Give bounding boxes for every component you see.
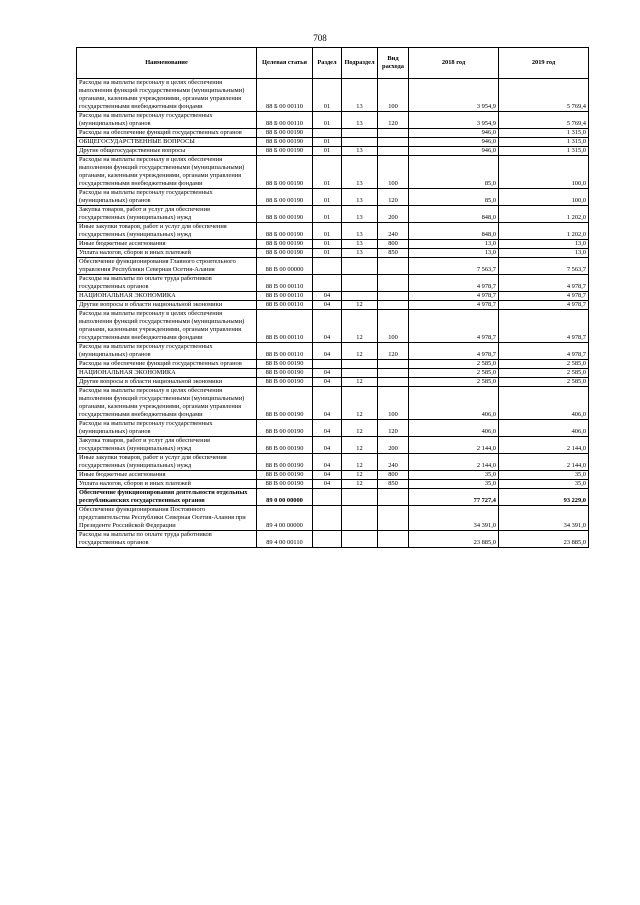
- table-row: [77, 387, 589, 420]
- row-section: 04: [313, 301, 342, 310]
- row-code: 88 Б 00 00190: [257, 249, 313, 258]
- row-section: [313, 531, 342, 548]
- row-code: 88 Б 00 00190: [257, 156, 313, 189]
- row-amount-2018: 34 391,0: [409, 506, 499, 531]
- row-expense-type: 100: [378, 310, 409, 343]
- row-amount-2018: 2 144,0: [409, 437, 499, 454]
- table-row: [77, 292, 589, 301]
- row-code: 88 В 00 00110: [257, 310, 313, 343]
- row-section: 01: [313, 206, 342, 223]
- row-expense-type: 200: [378, 437, 409, 454]
- row-amount-2019: 13,0: [499, 249, 589, 258]
- table-row: [77, 189, 589, 206]
- row-subsection: 13: [342, 156, 378, 189]
- row-code: 88 В 00 00110: [257, 275, 313, 292]
- row-expense-type: 120: [378, 420, 409, 437]
- row-amount-2018: 7 563,7: [409, 258, 499, 275]
- row-code: 88 Б 00 00190: [257, 147, 313, 156]
- row-subsection: [342, 292, 378, 301]
- row-name: ОБЩЕГОСУДАРСТВЕННЫЕ ВОПРОСЫ: [77, 138, 257, 147]
- table-row: [77, 223, 589, 240]
- row-name: Расходы на выплаты персоналу государственных (муниципальных) органов: [77, 112, 257, 129]
- row-amount-2018: 2 585,0: [409, 378, 499, 387]
- row-code: 88 В 00 00190: [257, 378, 313, 387]
- row-section: 01: [313, 189, 342, 206]
- table-row: [77, 275, 589, 292]
- header-name: Наименование: [77, 48, 257, 79]
- row-amount-2019: 1 315,0: [499, 147, 589, 156]
- row-expense-type: [378, 147, 409, 156]
- row-expense-type: [378, 301, 409, 310]
- row-code: 88 В 00 00190: [257, 360, 313, 369]
- row-name: Расходы на выплаты персоналу в целях обеспечения выполнения функций государственными (муниципальными) органами, казенными учреждениями, органами управления государственными внебюджетными фондами: [77, 387, 257, 420]
- row-expense-type: 120: [378, 189, 409, 206]
- row-section: 01: [313, 240, 342, 249]
- row-subsection: 12: [342, 378, 378, 387]
- row-expense-type: 240: [378, 223, 409, 240]
- row-name: Иные бюджетные ассигнования: [77, 240, 257, 249]
- row-section: 01: [313, 138, 342, 147]
- row-expense-type: 240: [378, 454, 409, 471]
- row-expense-type: [378, 292, 409, 301]
- row-section: [313, 360, 342, 369]
- row-code: 88 Б 00 00190: [257, 240, 313, 249]
- row-amount-2018: 13,0: [409, 240, 499, 249]
- row-section: 04: [313, 310, 342, 343]
- row-subsection: 12: [342, 437, 378, 454]
- row-amount-2019: 35,0: [499, 471, 589, 480]
- row-amount-2019: 406,0: [499, 420, 589, 437]
- header-section: Раздел: [313, 48, 342, 79]
- table-row: [77, 310, 589, 343]
- table-row: [77, 471, 589, 480]
- budget-table: [76, 47, 589, 548]
- row-section: 04: [313, 292, 342, 301]
- row-section: [313, 129, 342, 138]
- row-name: НАЦИОНАЛЬНАЯ ЭКОНОМИКА: [77, 369, 257, 378]
- table-row: [77, 454, 589, 471]
- row-name: Расходы на выплаты персоналу в целях обеспечения выполнения функций государственными (муниципальными) органами, казенными учреждениями, органами управления государственными внебюджетными фондами: [77, 310, 257, 343]
- row-amount-2019: 5 769,4: [499, 79, 589, 112]
- row-subsection: [342, 138, 378, 147]
- row-amount-2019: 7 563,7: [499, 258, 589, 275]
- row-expense-type: [378, 138, 409, 147]
- row-subsection: 12: [342, 420, 378, 437]
- row-amount-2019: 13,0: [499, 240, 589, 249]
- row-amount-2019: 5 769,4: [499, 112, 589, 129]
- row-subsection: 13: [342, 240, 378, 249]
- row-amount-2018: 848,0: [409, 206, 499, 223]
- table-row: [77, 206, 589, 223]
- row-amount-2018: 406,0: [409, 387, 499, 420]
- row-subsection: 13: [342, 112, 378, 129]
- row-subsection: 12: [342, 454, 378, 471]
- row-amount-2019: 2 144,0: [499, 454, 589, 471]
- table-row: [77, 156, 589, 189]
- row-section: 01: [313, 79, 342, 112]
- row-amount-2018: 2 144,0: [409, 454, 499, 471]
- row-amount-2018: 85,0: [409, 156, 499, 189]
- row-subsection: 13: [342, 147, 378, 156]
- row-amount-2019: 100,0: [499, 189, 589, 206]
- row-name: Расходы на обеспечение функций государственных органов: [77, 360, 257, 369]
- row-name: Расходы на выплаты персоналу в целях обеспечения выполнения функций государственными (муниципальными) органами, казенными учреждениями, органами управления государственными внебюджетными фондами: [77, 156, 257, 189]
- row-expense-type: [378, 369, 409, 378]
- table-row: [77, 249, 589, 258]
- row-amount-2019: 4 978,7: [499, 301, 589, 310]
- row-name: Обеспечение функционирования Главного строительного управления Республики Северная Осетия-Алания: [77, 258, 257, 275]
- table-row: [77, 343, 589, 360]
- table-row: [77, 79, 589, 112]
- header-code: Целевая статья: [257, 48, 313, 79]
- table-row: [77, 240, 589, 249]
- row-name: Другие вопросы в области национальной экономики: [77, 378, 257, 387]
- row-section: [313, 258, 342, 275]
- row-name: Иные бюджетные ассигнования: [77, 471, 257, 480]
- row-code: 89 4 00 00000: [257, 506, 313, 531]
- row-amount-2019: 1 315,0: [499, 129, 589, 138]
- row-subsection: [342, 506, 378, 531]
- row-name: Расходы на выплаты по оплате труда работников государственных органов: [77, 531, 257, 548]
- row-section: 01: [313, 223, 342, 240]
- row-code: 88 Б 00 00110: [257, 112, 313, 129]
- table-row: [77, 480, 589, 489]
- row-amount-2019: 100,0: [499, 156, 589, 189]
- row-name: Обеспечение функционирования Постоянного представительства Республики Северная Осетия-Алания при Президенте Российской Федерации: [77, 506, 257, 531]
- row-amount-2019: 2 144,0: [499, 437, 589, 454]
- row-code: 88 Б 00 00190: [257, 206, 313, 223]
- row-code: 88 Б 00 00190: [257, 189, 313, 206]
- row-subsection: 13: [342, 189, 378, 206]
- row-amount-2019: 4 978,7: [499, 275, 589, 292]
- table-row: [77, 506, 589, 531]
- row-section: 04: [313, 454, 342, 471]
- table-row: [77, 112, 589, 129]
- row-expense-type: 850: [378, 480, 409, 489]
- row-code: 88 В 00 00190: [257, 454, 313, 471]
- table-row: [77, 147, 589, 156]
- row-code: 89 4 00 00110: [257, 531, 313, 548]
- row-expense-type: [378, 531, 409, 548]
- row-section: [313, 489, 342, 506]
- row-amount-2018: 4 978,7: [409, 310, 499, 343]
- row-name: Закупка товаров, работ и услуг для обеспечения государственных (муниципальных) нужд: [77, 437, 257, 454]
- row-expense-type: 800: [378, 240, 409, 249]
- row-expense-type: 200: [378, 206, 409, 223]
- header-expense-type: Вид расхода: [378, 48, 409, 79]
- row-code: 88 В 00 00190: [257, 480, 313, 489]
- row-subsection: 12: [342, 480, 378, 489]
- table-row: [77, 437, 589, 454]
- row-subsection: [342, 369, 378, 378]
- row-amount-2019: 406,0: [499, 387, 589, 420]
- row-amount-2019: 1 202,0: [499, 223, 589, 240]
- row-expense-type: [378, 378, 409, 387]
- row-expense-type: 100: [378, 79, 409, 112]
- row-section: 04: [313, 420, 342, 437]
- row-amount-2018: 35,0: [409, 480, 499, 489]
- row-subsection: [342, 489, 378, 506]
- row-expense-type: [378, 129, 409, 138]
- row-subsection: [342, 531, 378, 548]
- row-subsection: 13: [342, 223, 378, 240]
- row-name: Расходы на выплаты персоналу государственных (муниципальных) органов: [77, 420, 257, 437]
- row-code: 88 В 00 00000: [257, 258, 313, 275]
- row-subsection: 12: [342, 471, 378, 480]
- row-code: 88 Б 00 00190: [257, 138, 313, 147]
- row-expense-type: [378, 258, 409, 275]
- row-name: Другие общегосударственные вопросы: [77, 147, 257, 156]
- row-amount-2019: 1 202,0: [499, 206, 589, 223]
- row-subsection: 13: [342, 249, 378, 258]
- row-expense-type: [378, 506, 409, 531]
- row-amount-2018: 406,0: [409, 420, 499, 437]
- table-row: [77, 531, 589, 548]
- row-amount-2019: 23 885,0: [499, 531, 589, 548]
- row-expense-type: [378, 275, 409, 292]
- row-name: Иные закупки товаров, работ и услуг для обеспечения государственных (муниципальных) нужд: [77, 223, 257, 240]
- row-code: 88 В 00 00190: [257, 420, 313, 437]
- table-row: [77, 489, 589, 506]
- row-subsection: [342, 258, 378, 275]
- table-row: [77, 420, 589, 437]
- row-name: Расходы на выплаты персоналу государственных (муниципальных) органов: [77, 189, 257, 206]
- row-section: 04: [313, 343, 342, 360]
- table-row: [77, 138, 589, 147]
- table-row: [77, 301, 589, 310]
- row-expense-type: 100: [378, 387, 409, 420]
- row-expense-type: 800: [378, 471, 409, 480]
- row-code: 88 В 00 00190: [257, 369, 313, 378]
- row-code: 88 В 00 00190: [257, 471, 313, 480]
- row-amount-2019: 34 391,0: [499, 506, 589, 531]
- row-code: 88 В 00 00190: [257, 387, 313, 420]
- table-header-row: [77, 48, 589, 79]
- table-row: [77, 360, 589, 369]
- row-amount-2019: 4 978,7: [499, 292, 589, 301]
- header-subsection: Подраздел: [342, 48, 378, 79]
- row-amount-2019: 1 315,0: [499, 138, 589, 147]
- row-section: 01: [313, 112, 342, 129]
- row-amount-2018: 946,0: [409, 129, 499, 138]
- row-expense-type: 850: [378, 249, 409, 258]
- row-name: Уплата налогов, сборов и иных платежей: [77, 480, 257, 489]
- row-code: 88 В 00 00190: [257, 437, 313, 454]
- row-expense-type: 100: [378, 156, 409, 189]
- row-amount-2019: 2 585,0: [499, 378, 589, 387]
- table-row: [77, 369, 589, 378]
- row-amount-2018: 4 978,7: [409, 301, 499, 310]
- row-amount-2018: 13,0: [409, 249, 499, 258]
- row-name: Уплата налогов, сборов и иных платежей: [77, 249, 257, 258]
- row-code: 89 0 00 00000: [257, 489, 313, 506]
- row-amount-2018: 946,0: [409, 147, 499, 156]
- row-expense-type: [378, 489, 409, 506]
- row-subsection: [342, 129, 378, 138]
- row-subsection: 12: [342, 301, 378, 310]
- row-amount-2019: 2 585,0: [499, 360, 589, 369]
- row-amount-2019: 93 229,0: [499, 489, 589, 506]
- row-amount-2018: 848,0: [409, 223, 499, 240]
- row-code: 88 В 00 00110: [257, 292, 313, 301]
- table-row: [77, 258, 589, 275]
- row-section: 04: [313, 471, 342, 480]
- row-name: Расходы на выплаты по оплате труда работников государственных органов: [77, 275, 257, 292]
- row-amount-2018: 35,0: [409, 471, 499, 480]
- row-amount-2019: 2 585,0: [499, 369, 589, 378]
- row-code: 88 Б 00 00190: [257, 129, 313, 138]
- row-section: 04: [313, 480, 342, 489]
- header-2019: 2019 год: [499, 48, 589, 79]
- row-subsection: 12: [342, 387, 378, 420]
- row-subsection: [342, 360, 378, 369]
- row-amount-2018: 23 885,0: [409, 531, 499, 548]
- row-subsection: 12: [342, 343, 378, 360]
- row-code: 88 Б 00 00190: [257, 223, 313, 240]
- row-subsection: [342, 275, 378, 292]
- row-section: 04: [313, 369, 342, 378]
- header-2018: 2018 год: [409, 48, 499, 79]
- row-name: Обеспечение функционирования деятельности отдельных республиканских государственных органов: [77, 489, 257, 506]
- row-amount-2018: 2 585,0: [409, 369, 499, 378]
- row-name: Расходы на выплаты персоналу в целях обеспечения выполнения функций государственными (муниципальными) органами, казенными учреждениями, органами управления государственными внебюджетными фондами: [77, 79, 257, 112]
- row-name: Иные закупки товаров, работ и услуг для обеспечения государственных (муниципальных) нужд: [77, 454, 257, 471]
- row-amount-2018: 3 954,9: [409, 79, 499, 112]
- row-amount-2018: 2 585,0: [409, 360, 499, 369]
- row-code: 88 В 00 00110: [257, 301, 313, 310]
- table-row: [77, 129, 589, 138]
- row-code: 88 Б 00 00110: [257, 79, 313, 112]
- row-amount-2018: 4 978,7: [409, 292, 499, 301]
- row-section: 04: [313, 437, 342, 454]
- row-amount-2018: 77 727,4: [409, 489, 499, 506]
- row-name: НАЦИОНАЛЬНАЯ ЭКОНОМИКА: [77, 292, 257, 301]
- row-subsection: 13: [342, 79, 378, 112]
- row-expense-type: 120: [378, 112, 409, 129]
- row-amount-2018: 4 978,7: [409, 343, 499, 360]
- table-row: [77, 378, 589, 387]
- row-amount-2018: 85,0: [409, 189, 499, 206]
- page-number: 708: [313, 33, 327, 43]
- row-section: 01: [313, 147, 342, 156]
- row-amount-2018: 946,0: [409, 138, 499, 147]
- row-name: Закупка товаров, работ и услуг для обеспечения государственных (муниципальных) нужд: [77, 206, 257, 223]
- row-amount-2018: 3 954,9: [409, 112, 499, 129]
- row-section: 01: [313, 156, 342, 189]
- row-expense-type: 120: [378, 343, 409, 360]
- row-amount-2019: 4 978,7: [499, 343, 589, 360]
- row-name: Другие вопросы в области национальной экономики: [77, 301, 257, 310]
- row-section: [313, 506, 342, 531]
- row-section: 01: [313, 249, 342, 258]
- row-section: 04: [313, 378, 342, 387]
- table-body: [77, 79, 589, 548]
- row-subsection: 12: [342, 310, 378, 343]
- row-section: [313, 275, 342, 292]
- row-subsection: 13: [342, 206, 378, 223]
- row-amount-2019: 4 978,7: [499, 310, 589, 343]
- row-amount-2018: 4 978,7: [409, 275, 499, 292]
- row-amount-2019: 35,0: [499, 480, 589, 489]
- row-expense-type: [378, 360, 409, 369]
- row-name: Расходы на обеспечение функций государственных органов: [77, 129, 257, 138]
- row-section: 04: [313, 387, 342, 420]
- row-name: Расходы на выплаты персоналу государственных (муниципальных) органов: [77, 343, 257, 360]
- row-code: 88 В 00 00110: [257, 343, 313, 360]
